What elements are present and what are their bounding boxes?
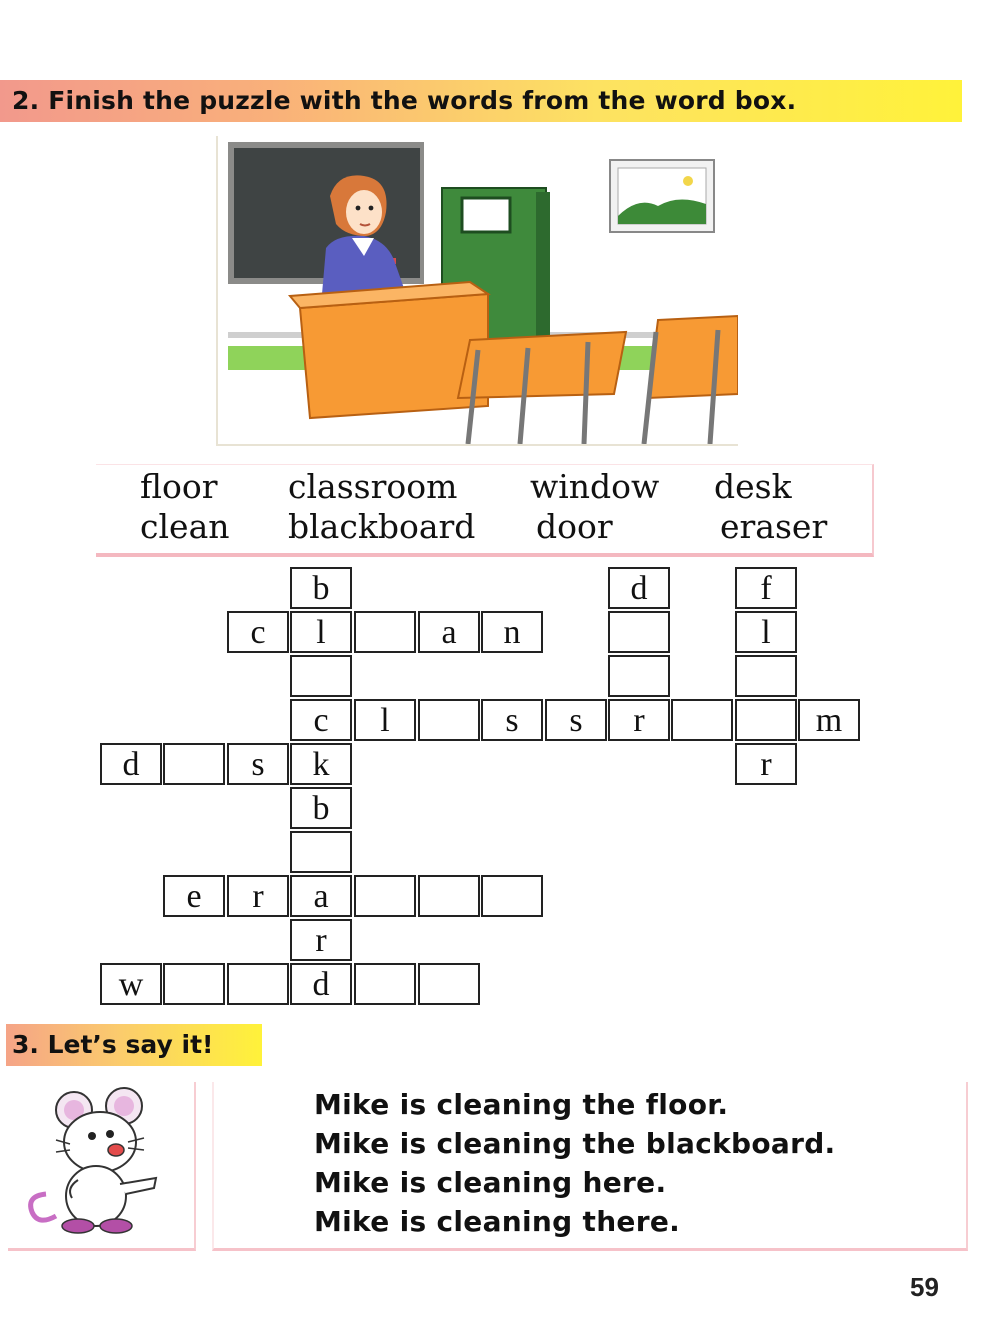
crossword-cell[interactable] [227,963,289,1005]
crossword-cell[interactable]: k [290,743,352,785]
crossword-cell[interactable]: n [481,611,543,653]
word-item: desk [714,467,792,506]
crossword-cell[interactable]: m [798,699,860,741]
crossword-cell[interactable]: w [100,963,162,1005]
crossword-cell[interactable] [735,699,797,741]
crossword-cell[interactable]: a [290,875,352,917]
crossword-cell[interactable]: r [290,919,352,961]
crossword-cell[interactable]: c [227,611,289,653]
crossword-cell[interactable] [290,655,352,697]
crossword-cell[interactable]: d [290,963,352,1005]
crossword-cell[interactable] [608,611,670,653]
crossword-cell[interactable]: s [227,743,289,785]
word-item: blackboard [288,507,476,546]
crossword-cell[interactable] [608,655,670,697]
crossword-cell[interactable] [671,699,733,741]
crossword-cell[interactable]: d [100,743,162,785]
crossword-cell[interactable]: r [227,875,289,917]
crossword-cell[interactable]: f [735,567,797,609]
section-3-header [6,1024,262,1066]
word-item: classroom [288,467,458,506]
section-2-header [0,80,962,122]
crossword-cell[interactable] [354,875,416,917]
section-2-heading: 2. Finish the puzzle with the words from the word box. [12,86,797,115]
word-item: clean [140,507,230,546]
crossword-cell[interactable]: e [163,875,225,917]
crossword-cell[interactable]: l [354,699,416,741]
crossword-cell[interactable] [418,875,480,917]
word-box [96,464,874,557]
crossword-cell[interactable]: r [608,699,670,741]
crossword-cell[interactable]: c [290,699,352,741]
word-item: door [536,507,613,546]
crossword-cell[interactable]: s [481,699,543,741]
crossword-cell[interactable] [354,963,416,1005]
crossword-cell[interactable] [290,831,352,873]
section-3-heading: 3. Let’s say it! [12,1030,214,1059]
teacher-illustration [218,136,738,444]
crossword-cell[interactable]: r [735,743,797,785]
page-number: 59 [910,1272,939,1302]
word-item: floor [140,467,218,506]
crossword-cell[interactable] [354,611,416,653]
crossword-cell[interactable] [418,963,480,1005]
mouse-mascot [16,1084,186,1244]
crossword-cell[interactable]: a [418,611,480,653]
sentences-panel [212,1082,968,1251]
crossword-cell[interactable]: s [545,699,607,741]
classroom-illustration [216,136,738,446]
crossword-cell[interactable] [163,963,225,1005]
word-item: window [530,467,660,506]
crossword-cell[interactable]: l [735,611,797,653]
crossword-cell[interactable] [418,699,480,741]
mouse-panel [8,1082,196,1251]
crossword-cell[interactable]: b [290,787,352,829]
crossword-cell[interactable] [735,655,797,697]
sentence-line: Mike is cleaning the blackboard. [314,1127,836,1160]
crossword-cell[interactable]: d [608,567,670,609]
crossword-cell[interactable] [163,743,225,785]
sentence-line: Mike is cleaning there. [314,1205,681,1238]
sentence-line: Mike is cleaning the floor. [314,1088,729,1121]
sentence-line: Mike is cleaning here. [314,1166,667,1199]
crossword-cell[interactable] [481,875,543,917]
crossword-cell[interactable]: l [290,611,352,653]
crossword-cell[interactable]: b [290,567,352,609]
word-item: eraser [720,507,828,546]
